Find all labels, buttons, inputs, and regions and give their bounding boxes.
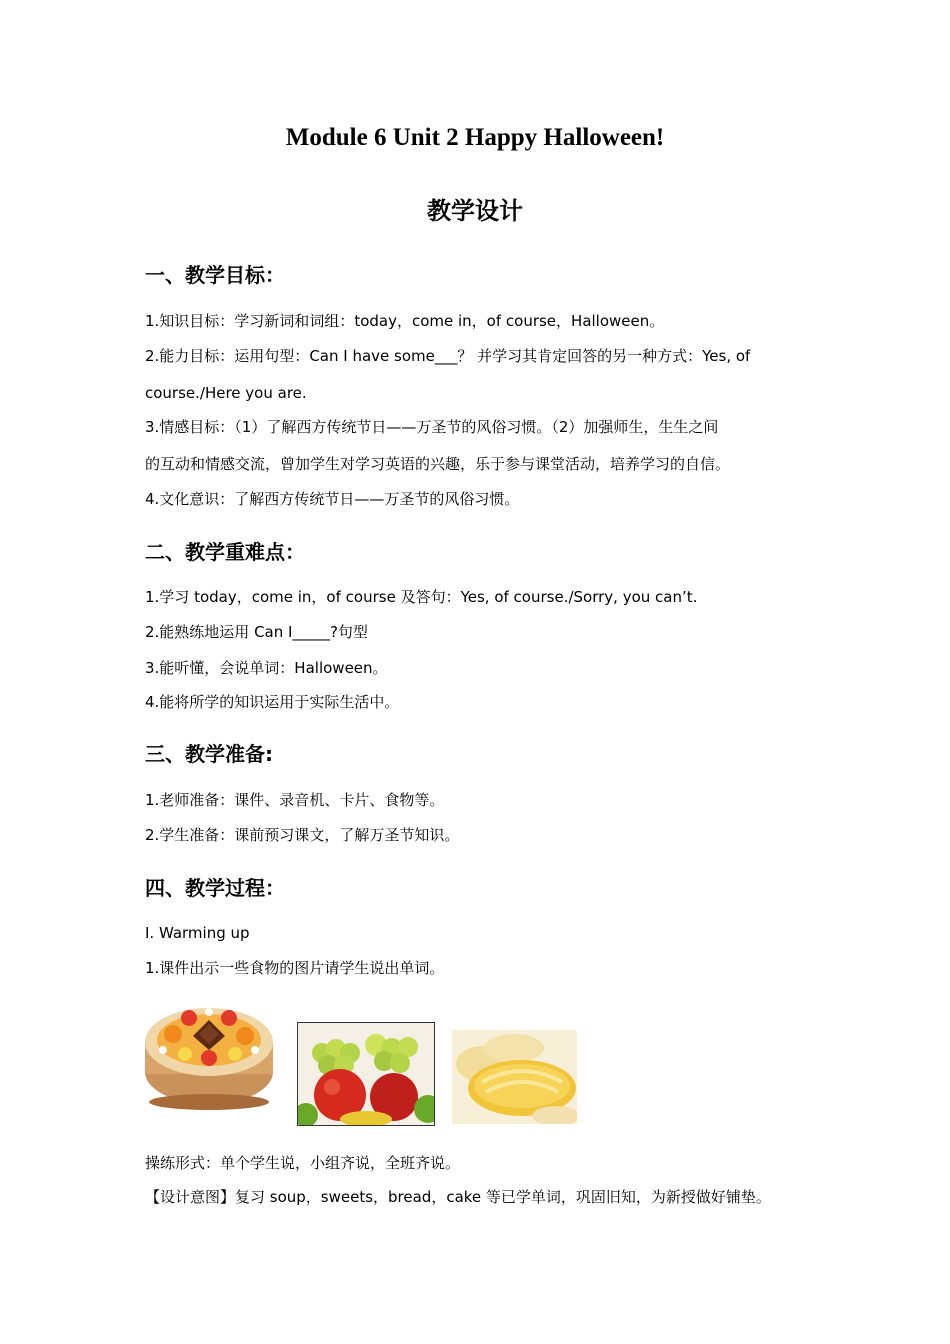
cake-picture: [143, 994, 276, 1114]
paragraph-line: 2.能力目标：运用句型：Can I have some___？ 并学习其肯定回答的另一种方式：Yes, of: [145, 347, 751, 365]
paragraph-line: course./Here you are.: [145, 384, 307, 402]
paragraph-line: 1.学习 today，come in，of course 及答句：Yes, of course./Sorry, you can’t.: [145, 588, 698, 606]
paragraph-line: 2.学生准备：课前预习课文，了解万圣节知识。: [145, 826, 460, 844]
paragraph-line: 1.课件出示一些食物的图片请学生说出单词。: [145, 959, 445, 977]
paragraph-line: 3.能听懂，会说单词：Halloween。: [145, 659, 388, 677]
section-heading-process: 四、教学过程：: [145, 876, 285, 900]
paragraph-line: 1.知识目标：学习新词和词组：today，come in，of course，Halloween。: [145, 312, 665, 330]
document-title: Module 6 Unit 2 Happy Halloween!: [285, 124, 665, 151]
paragraph-line: 1.老师准备：课件、录音机、卡片、食物等。: [145, 791, 445, 809]
fruit-picture: [297, 1022, 435, 1126]
paragraph-line: 4.能将所学的知识运用于实际生活中。: [145, 693, 400, 711]
paragraph-line: 【设计意图】复习 soup，sweets，bread，cake 等已学单词，巩固旧知，为新授做好铺垫。: [145, 1188, 771, 1206]
bread-picture: [452, 1030, 577, 1124]
paragraph-line: 操练形式：单个学生说，小组齐说，全班齐说。: [145, 1154, 461, 1172]
paragraph-line: 3.情感目标：（1）了解西方传统节日——万圣节的风俗习惯。（2）加强师生，生生之间: [145, 418, 719, 436]
section-heading-preparation: 三、教学准备:: [145, 742, 273, 766]
document-subtitle: 教学设计: [427, 197, 523, 225]
paragraph-line: 4.文化意识：了解西方传统节日——万圣节的风俗习惯。: [145, 490, 520, 508]
section-heading-key-points: 二、教学重难点：: [145, 540, 305, 564]
paragraph-line: I. Warming up: [145, 924, 250, 942]
section-heading-objectives: 一、教学目标：: [145, 263, 285, 287]
paragraph-line: 的互动和情感交流，曾加学生对学习英语的兴趣，乐于参与课堂活动，培养学习的自信。: [145, 455, 731, 473]
paragraph-line: 2.能熟练地运用 Can I_____?句型: [145, 623, 368, 641]
